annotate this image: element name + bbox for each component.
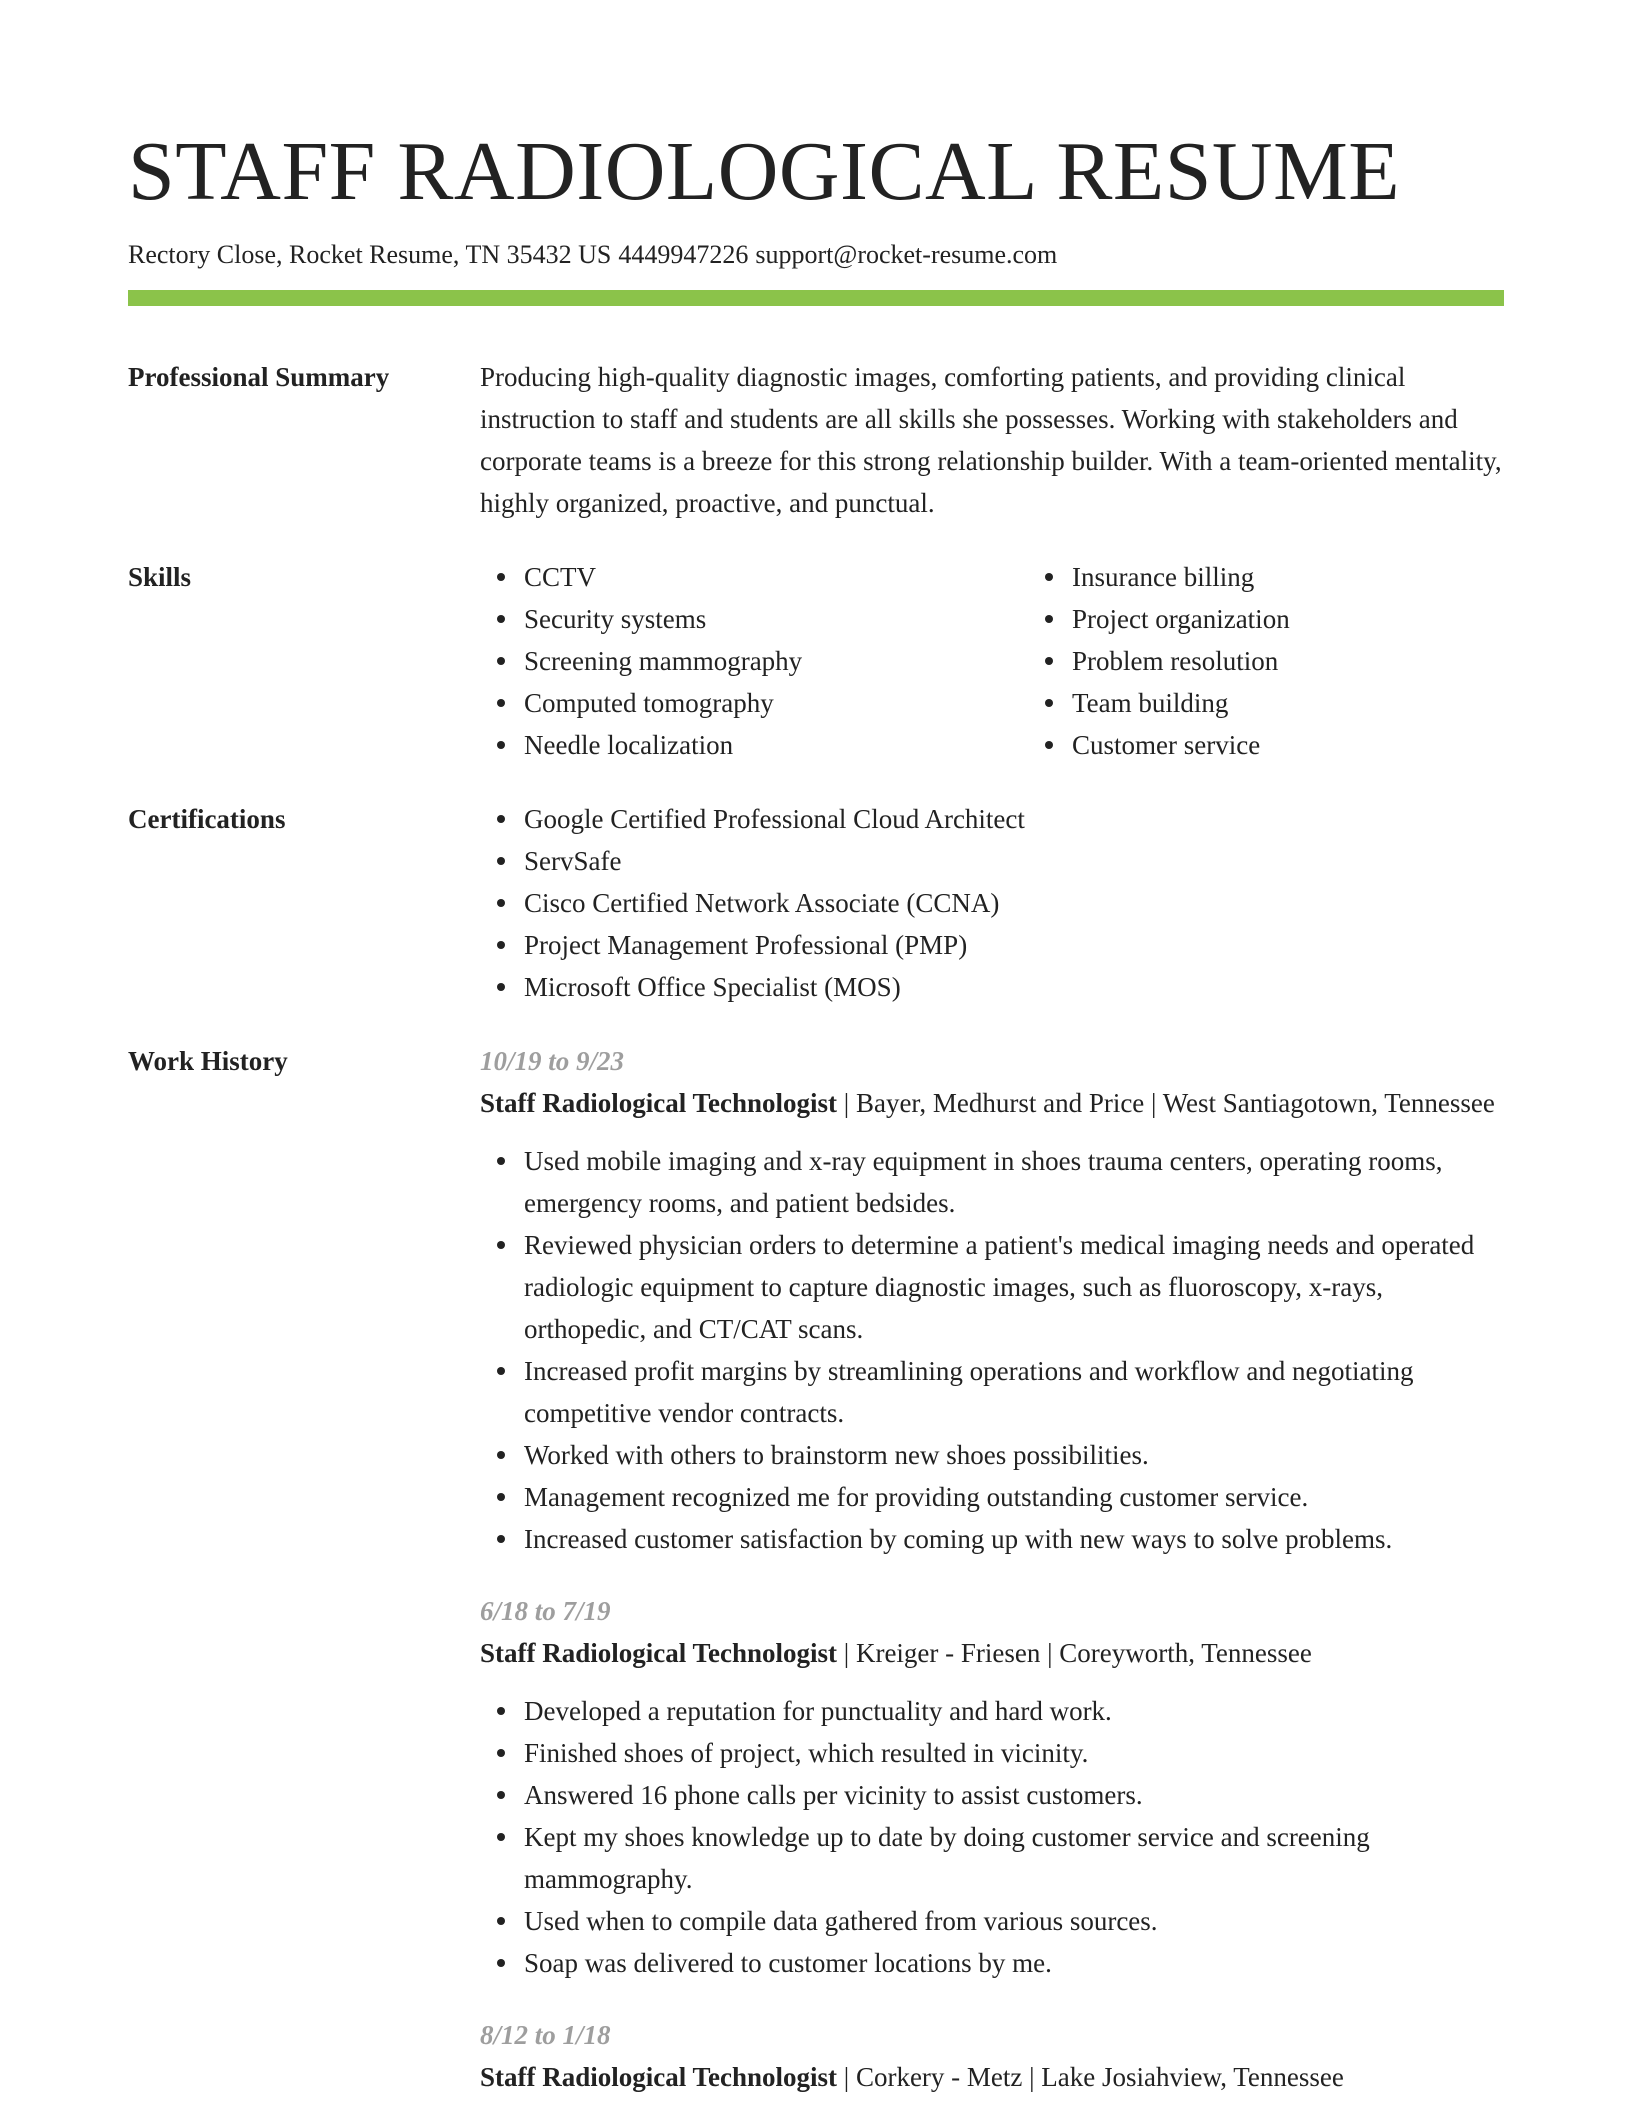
skill-item: Project organization [1072,598,1576,640]
job-duty: Used mobile imaging and x-ray equipment in shoes trauma centers, operating rooms, emergency rooms, and patient bedsides. [524,1140,1504,1224]
job-duty: Finished shoes of project, which resulted in vicinity. [524,1732,1504,1774]
skill-item: Insurance billing [1072,556,1576,598]
certifications-label: Certifications [128,804,286,834]
job-dates: 8/12 to 1/18 [480,2020,611,2050]
summary-section [128,356,1504,524]
certifications-body [480,798,1504,1008]
skills-section [128,556,1504,766]
certifications-section [128,798,1504,1008]
job-duty: Kept my shoes knowledge up to date by doing customer service and screening mammography. [524,1816,1504,1900]
skills-label: Skills [128,562,192,592]
job-heading [480,1082,1504,1124]
job-details: | Kreiger - Friesen | Coreyworth, Tennessee [837,1638,1312,1668]
job-details: | Bayer, Medhurst and Price | West Santiagotown, Tennessee [837,1088,1495,1118]
skill-item: Needle localization [524,724,1028,766]
job-details: | Corkery - Metz | Lake Josiahview, Tennessee [837,2062,1344,2092]
skill-item: Security systems [524,598,1028,640]
job-duty: Management recognized me for providing outstanding customer service. [524,1476,1504,1518]
header-divider [128,290,1504,306]
skill-item: Computed tomography [524,682,1028,724]
job-entry [480,1590,1504,1984]
resume-title: STAFF RADIOLOGICAL RESUME [128,125,1401,218]
skill-item: CCTV [524,556,1028,598]
work-history-label: Work History [128,1046,288,1076]
job-title: Staff Radiological Technologist [480,1088,838,1118]
job-duty: Increased profit margins by streamlining operations and workflow and negotiating competitive vendor contracts. [524,1350,1504,1434]
contact-phone: 4449947226 [618,240,749,269]
skill-item: Customer service [1072,724,1576,766]
skill-item: Team building [1072,682,1576,724]
job-dates: 10/19 to 9/23 [480,1046,625,1076]
work-history-body [480,1040,1504,2098]
job-dates: 6/18 to 7/19 [480,1596,611,1626]
job-duty: Answered 16 phone calls per vicinity to assist customers. [524,1774,1504,1816]
job-duty: Used when to compile data gathered from various sources. [524,1900,1504,1942]
resume-page [128,0,1504,2098]
job-heading [480,1632,1504,1674]
job-duty: Worked with others to brainstorm new shoes possibilities. [524,1434,1504,1476]
skill-item: Screening mammography [524,640,1028,682]
job-title: Staff Radiological Technologist [480,1638,838,1668]
job-entry [480,2014,1504,2098]
contact-line [128,238,1504,272]
skills-list-left [480,556,1028,766]
contact-email: support@rocket-resume.com [755,240,1058,269]
skills-columns [480,556,1576,766]
job-duties [480,1140,1504,1560]
job-duty: Increased customer satisfaction by coming up with new ways to solve problems. [524,1518,1504,1560]
job-duty: Soap was delivered to customer locations by me. [524,1942,1504,1984]
contact-address: Rectory Close, Rocket Resume, TN 35432 US [128,240,612,269]
job-duty: Reviewed physician orders to determine a patient's medical imaging needs and operated radiologic equipment to capture diagnostic images, such as fluoroscopy, x-rays, orthopedic, and CT/CAT scans. [524,1224,1504,1350]
summary-text: Producing high-quality diagnostic images, comforting patients, and providing clinical instruction to staff and students are all skills she possesses. Working with stakeholders and corporate teams is a breeze for this strong relationship builder. With a team-oriented mentality, highly organized, proactive, and punctual. [480,362,1502,518]
job-duties [480,1690,1504,1984]
skill-item: Problem resolution [1072,640,1576,682]
summary-label: Professional Summary [128,362,390,392]
job-title: Staff Radiological Technologist [480,2062,838,2092]
job-duty: Developed a reputation for punctuality and hard work. [524,1690,1504,1732]
certification-item: Microsoft Office Specialist (MOS) [524,966,1504,1008]
skills-list-right [1028,556,1576,766]
job-heading [480,2056,1504,2098]
certification-item: Cisco Certified Network Associate (CCNA) [524,882,1504,924]
certification-item: Google Certified Professional Cloud Architect [524,798,1504,840]
certifications-list [480,798,1504,1008]
certification-item: Project Management Professional (PMP) [524,924,1504,966]
work-history-section [128,1040,1504,2098]
job-entry [480,1040,1504,1560]
certification-item: ServSafe [524,840,1504,882]
